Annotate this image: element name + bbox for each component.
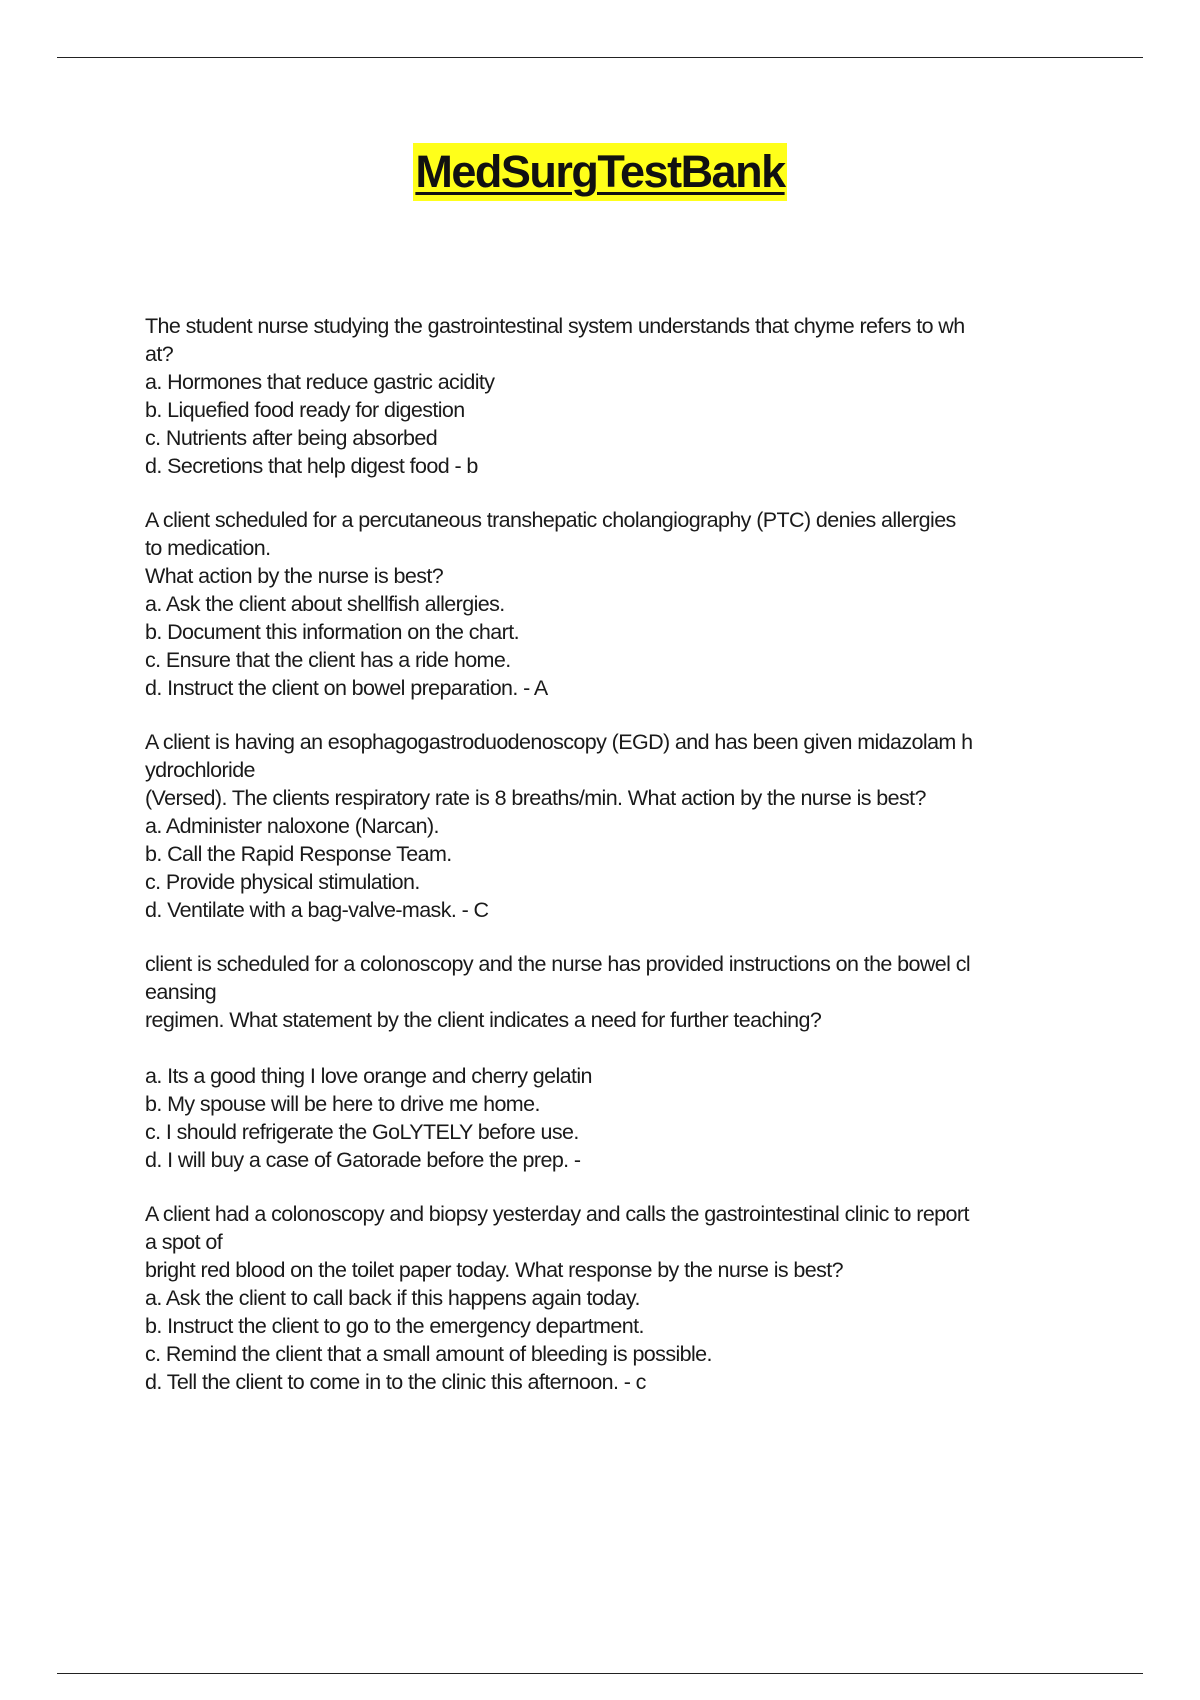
answer-option: b. Instruct the client to go to the emergency department. bbox=[145, 1314, 644, 1338]
question-stem-line: (Versed). The clients respiratory rate is 8 breaths/min. What action by the nurse is best? bbox=[145, 786, 926, 810]
question-block bbox=[145, 950, 1090, 1174]
question-stem-line: bright red blood on the toilet paper today. What response by the nurse is best? bbox=[145, 1258, 843, 1282]
question-block bbox=[145, 728, 1090, 924]
document-title: MedSurgTestBank bbox=[413, 143, 786, 201]
question-block bbox=[145, 506, 1090, 702]
question-stem-line: to medication. bbox=[145, 536, 271, 560]
answer-option: d. Instruct the client on bowel preparation. - A bbox=[145, 676, 548, 700]
answer-option: b. My spouse will be here to drive me home. bbox=[145, 1092, 540, 1116]
question-block bbox=[145, 312, 1090, 480]
bottom-rule bbox=[57, 1673, 1143, 1674]
question-stem-line: a spot of bbox=[145, 1230, 223, 1254]
answer-option: b. Call the Rapid Response Team. bbox=[145, 842, 452, 866]
question-stem-line: client is scheduled for a colonoscopy and the nurse has provided instructions on the bowel cl bbox=[145, 952, 971, 976]
answer-option: d. Ventilate with a bag-valve-mask. - C bbox=[145, 898, 489, 922]
top-rule bbox=[57, 57, 1143, 58]
answer-option: c. Remind the client that a small amount of bleeding is possible. bbox=[145, 1342, 712, 1366]
answer-option: c. Provide physical stimulation. bbox=[145, 870, 420, 894]
answer-option: a. Administer naloxone (Narcan). bbox=[145, 814, 439, 838]
answer-option: c. I should refrigerate the GoLYTELY before use. bbox=[145, 1120, 579, 1144]
answer-option: a. Its a good thing I love orange and cherry gelatin bbox=[145, 1064, 592, 1088]
answer-option: c. Ensure that the client has a ride home. bbox=[145, 648, 511, 672]
answer-option: a. Ask the client about shellfish allergies. bbox=[145, 592, 505, 616]
answer-option: d. Tell the client to come in to the clinic this afternoon. - c bbox=[145, 1370, 646, 1394]
answer-option: a. Hormones that reduce gastric acidity bbox=[145, 370, 495, 394]
question-stem-line: eansing bbox=[145, 980, 217, 1004]
question-stem-line: A client scheduled for a percutaneous transhepatic cholangiography (PTC) denies allergies bbox=[145, 508, 956, 532]
question-stem-line: A client is having an esophagogastroduodenoscopy (EGD) and has been given midazolam h bbox=[145, 730, 973, 754]
question-block bbox=[145, 1200, 1090, 1396]
question-stem-line: regimen. What statement by the client indicates a need for further teaching? bbox=[145, 1008, 822, 1032]
answer-option: d. Secretions that help digest food - b bbox=[145, 454, 478, 478]
blank-line bbox=[145, 1034, 1090, 1062]
question-stem-line: at? bbox=[145, 342, 174, 366]
question-list bbox=[145, 312, 1090, 1422]
question-stem-line: What action by the nurse is best? bbox=[145, 564, 444, 588]
title-container bbox=[0, 143, 1200, 201]
answer-option: b. Liquefied food ready for digestion bbox=[145, 398, 465, 422]
question-stem-line: The student nurse studying the gastrointestinal system understands that chyme refers to wh bbox=[145, 314, 965, 338]
answer-option: b. Document this information on the chart. bbox=[145, 620, 519, 644]
answer-option: c. Nutrients after being absorbed bbox=[145, 426, 438, 450]
answer-option: d. I will buy a case of Gatorade before the prep. - bbox=[145, 1148, 581, 1172]
question-stem-line: ydrochloride bbox=[145, 758, 255, 782]
answer-option: a. Ask the client to call back if this happens again today. bbox=[145, 1286, 640, 1310]
question-stem-line: A client had a colonoscopy and biopsy yesterday and calls the gastrointestinal clinic to report bbox=[145, 1202, 969, 1226]
